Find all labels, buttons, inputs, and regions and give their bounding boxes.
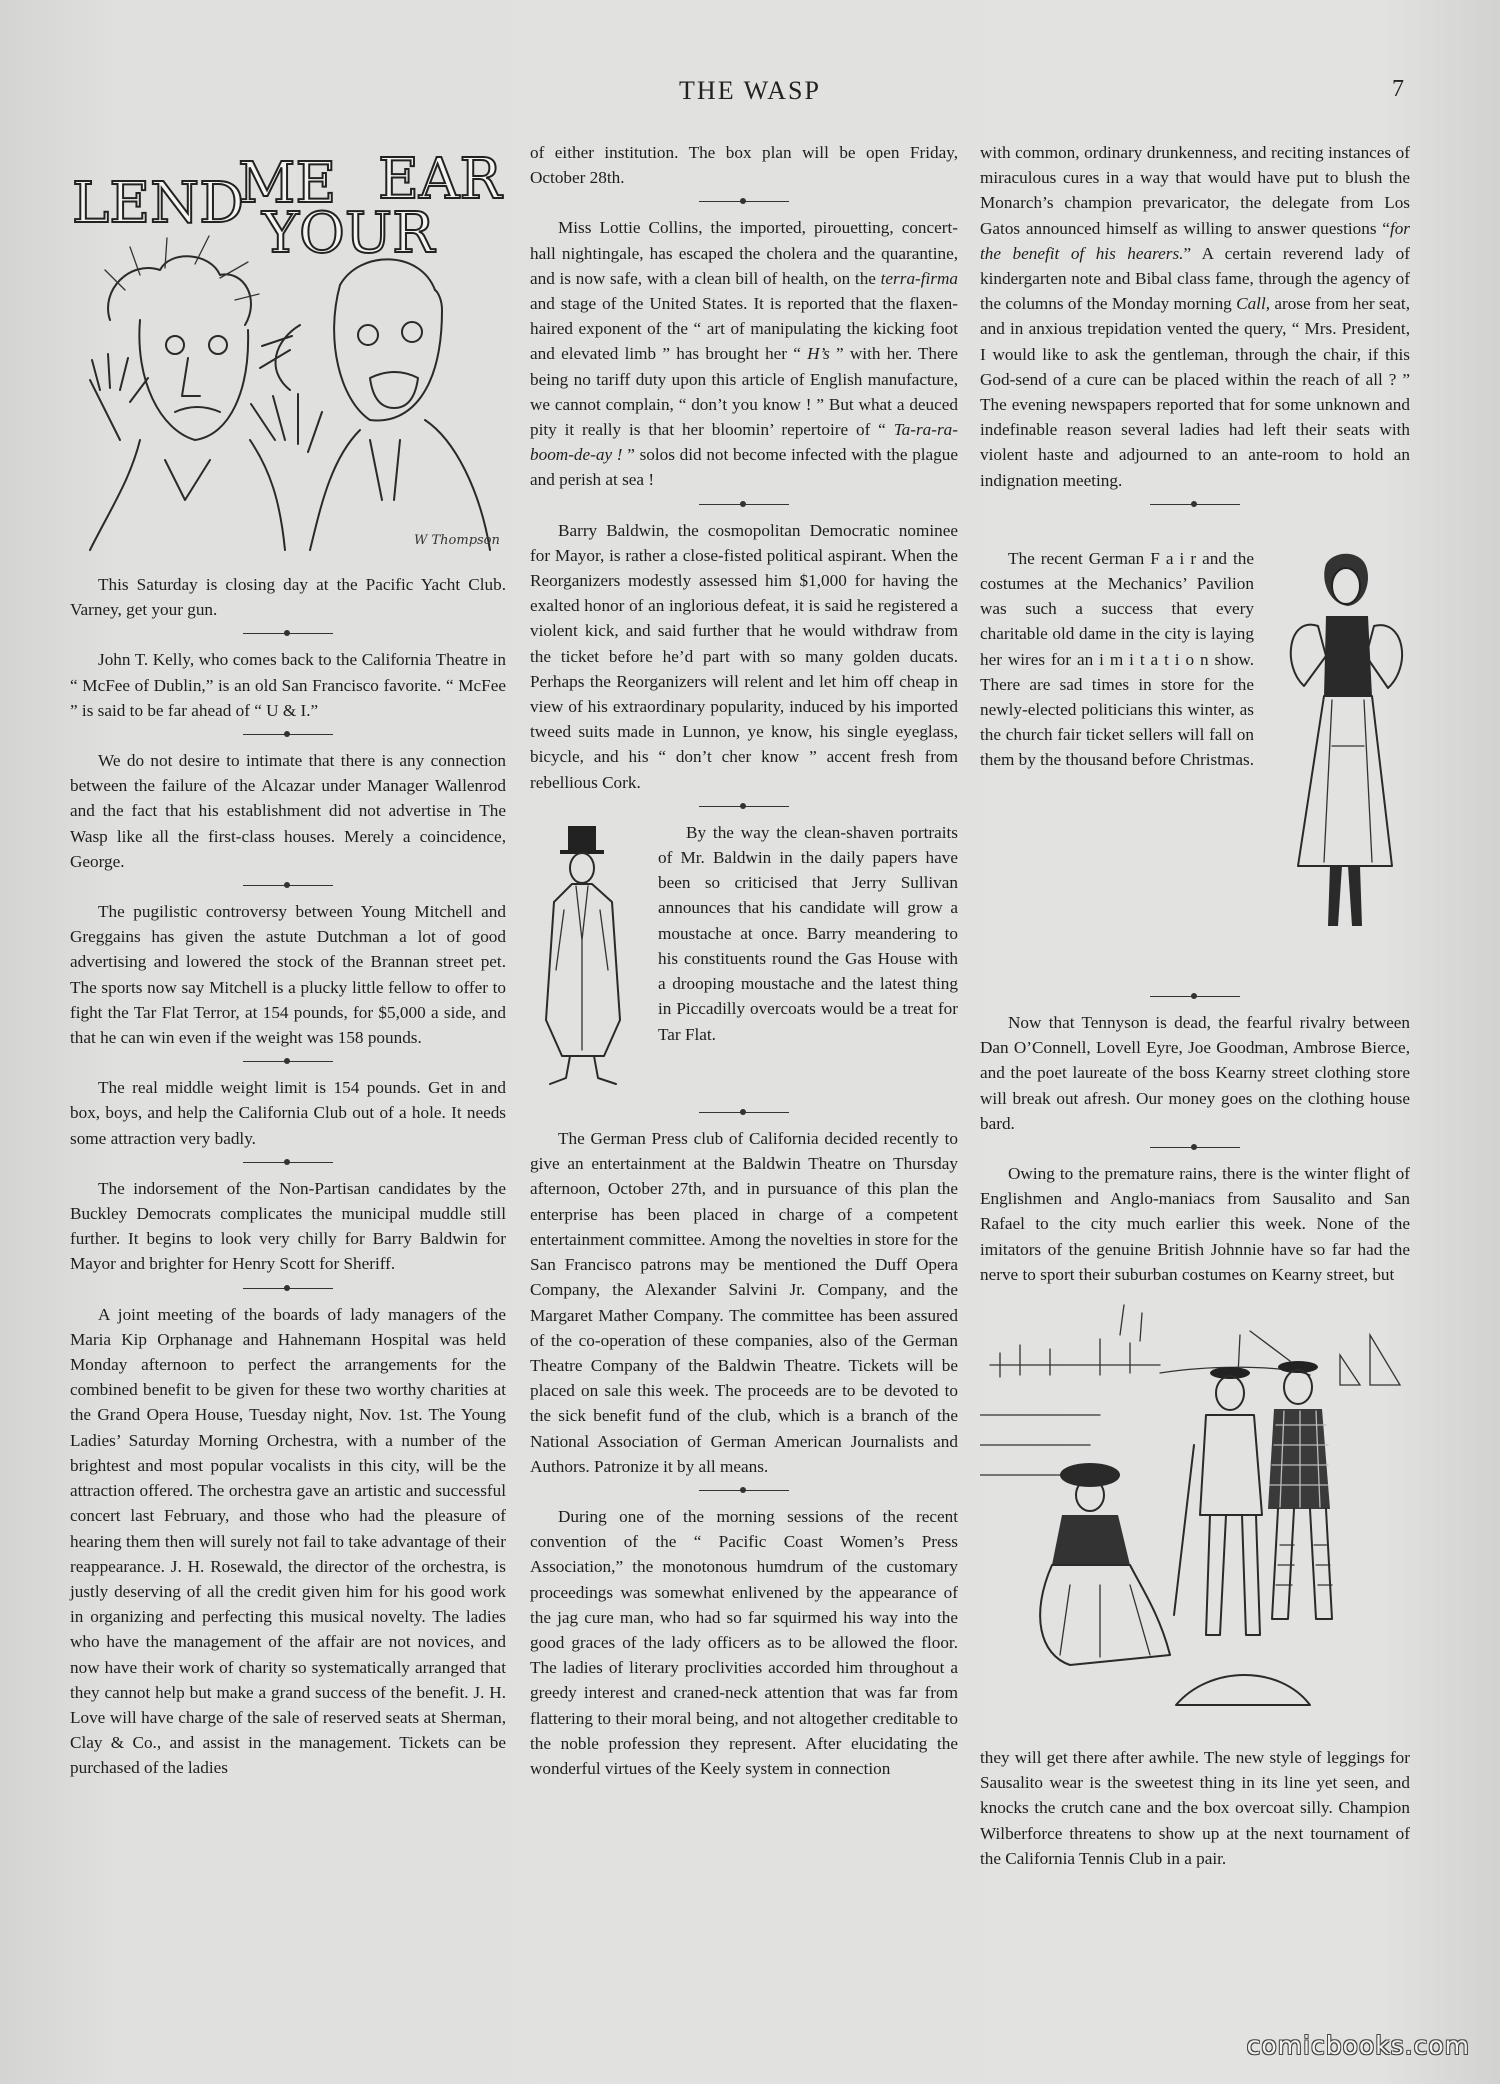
col1-para-yacht-club: This Saturday is closing day at the Pacific Yacht Club. Varney, get your gun. (70, 575, 506, 620)
baldwin-figure-illustration (524, 820, 642, 1097)
section-divider (243, 1162, 333, 1163)
right-man-shirt (310, 420, 490, 550)
man1-coat (1200, 1415, 1262, 1515)
legs (550, 1056, 616, 1084)
section-divider (699, 504, 789, 505)
section-divider (243, 1288, 333, 1289)
column-1 (70, 140, 506, 2020)
section-divider (1150, 996, 1240, 997)
right-man-open-mouth (370, 372, 418, 408)
woman-skirt (1040, 1565, 1170, 1665)
column-2 (530, 140, 958, 2020)
right-man-face (334, 285, 442, 420)
left-man-nose (182, 358, 200, 396)
section-divider (243, 885, 333, 886)
man1-hat (1210, 1367, 1250, 1379)
harbor-buildings (990, 1339, 1160, 1377)
headline-word-me: ME (238, 151, 337, 216)
section-divider (1150, 504, 1240, 505)
lady-in-apron-svg (1268, 546, 1418, 946)
page-number: 7 (1392, 76, 1404, 102)
sausalito-scene-svg (980, 1295, 1410, 1735)
right-man-raised-hand (251, 394, 322, 452)
text-run: and stage of the United States. It is reported that the flaxen-haired exponent of the “ art of manipulating the kicking foot and elevated limb ” has brought her “ (530, 294, 958, 364)
spacer (980, 957, 1410, 985)
top-hat-man-svg (524, 820, 642, 1090)
col2-para-barry-baldwin: Barry Baldwin, the cosmopolitan Democratic nominee for Mayor, is rather a close-fisted political aspirant. When the Reorganizers modestly assessed him $1,000 for having the exalted honor of an inglorious defeat, it is said he registered a violent kick, and said further that he would withdraw from the ticket before he’d part with so many golden ducats. Perhaps the Reorganizers will relent and let him off cheap in view of his extraordinary popularity, induced by his imported tweed suits made in Lunnon, ye know, his single eyeglass, bicycle, and his “ don’t cher know ” accent fresh from rebellious Cork. (530, 520, 958, 792)
left-man-hair (108, 256, 251, 325)
man1-face (1216, 1376, 1244, 1410)
left-man-raised-hand (90, 354, 148, 440)
leggings-stripes (1276, 1545, 1332, 1585)
watermark: comicbooks.com (1246, 2031, 1470, 2060)
col2-para-german-press: The German Press club of California decided recently to give an entertainment at the Baldwin Theatre on Thursday afternoon, October 27th, and in pursuance of this plan the enterprise has been placed in charge of a competent entertainment committee. Among the novelties in store for the San Francisco patrons may be mentioned the Duff Opera Company, the Alexander Salvini Jr. Company, and the Margaret Mather Company. The committee has been assured of the co-operation of these companies, also of the German Theatre Company of the Baldwin Theatre. Tickets will be placed on sale this week. The proceeds are to be devoted to the sick benefit fund of the club, which is a branch of the National Association of German American Journalists and Authors. Patronize it by all means. (530, 1129, 958, 1476)
lend-me-your-ear-illustration (70, 140, 506, 560)
left-man-eye (166, 336, 184, 354)
man2-checked-coat (1268, 1409, 1330, 1509)
col3-para-leggings: they will get there after awhile. The new style of leggings for Sausalito wear is the sweetest thing in its line yet seen, and knocks the crutch cane and the box overcoat silly. Champion Wilberforce threatens to show up at the next tournament of the California Tennis Club in a pair. (980, 1748, 1410, 1868)
right-man-eye (358, 325, 378, 345)
text-run: ” A certain reverend lady of kindergarten note and Bibal class fame, through the agency of the columns of the Monday morning (980, 243, 1411, 314)
woman-jacket (1052, 1515, 1130, 1565)
coat-details (556, 886, 608, 1050)
artist-signature: W Thompson (414, 533, 500, 548)
italic-text: Ta-ra-ra-boom-de-ay ! (530, 420, 958, 465)
col1-para-pugilistic: The pugilistic controversy between Young Mitchell and Greggains has given the astute Dutchman a lot of good advertising and lowered the stock of the Brannan street pet. The sports now say Mitchell is a plucky little fellow to offer to fight the Tar Flat Terror, at 154 pounds, for $5,000 a side, and that he can win even if the weight was 158 pounds. (70, 902, 506, 1048)
woman-hat (1060, 1463, 1120, 1487)
rock-foreground (1176, 1675, 1310, 1705)
right-man-hand-pulling-ear (260, 325, 300, 390)
column-3 (980, 140, 1410, 2020)
left-man-mouth (175, 407, 220, 412)
col3-para-tennyson: Now that Tennyson is dead, the fearful rivalry between Dan O’Connell, Lovell Eyre, Joe Goodman, Ambrose Bierce, and the poet laureate of the boss Kearny street clothing store will break out afresh. Our money goes on the clothing house bard. (980, 1013, 1410, 1133)
top-hat (568, 826, 596, 852)
section-divider (243, 1061, 333, 1062)
col3-para-jag-cure (980, 140, 1410, 493)
headline-word-lend: LEND (72, 171, 244, 236)
man1-legs (1206, 1515, 1260, 1635)
headline-cartoon-svg (70, 140, 506, 560)
left-man-face (139, 320, 248, 440)
section-divider (243, 633, 333, 634)
col2-para-moustache: By the way the clean-shaven portraits of Mr. Baldwin in the daily papers have been so criticised that Jerry Sullivan announces that his candidate will grow a moustache at once. Barry meandering to his constituents round the Gas House with a drooping moustache and the latest thing in Piccadilly overcoats would be a treat for Tar Flat. (658, 822, 958, 1044)
right-puff-sleeve (1366, 625, 1402, 688)
long-overcoat (546, 884, 620, 1056)
left-man-eye-2 (209, 336, 227, 354)
section-divider (699, 806, 789, 807)
boots (1328, 866, 1362, 926)
col1-para-non-partisan: The indorsement of the Non-Partisan candidates by the Buckley Democrats complicates the municipal muddle still further. It begins to look very chilly for Barry Baldwin for Mayor and brighter for Henry Scott for Sheriff. (70, 1178, 506, 1274)
man2-face (1284, 1370, 1312, 1404)
text-run: Miss Lottie Collins, the imported, pirouetting, concert-hall nightingale, has escaped the cholera and the quarantine, and is now safe, with a clean bill of health, on the (530, 218, 958, 288)
head (570, 853, 594, 883)
man1-cane (1174, 1445, 1194, 1615)
section-divider (1150, 1147, 1240, 1148)
man2-legs (1272, 1509, 1332, 1619)
apron (1324, 700, 1372, 862)
skirt-folds (1060, 1585, 1150, 1657)
sausalito-scene-illustration (980, 1295, 1410, 1735)
left-man-shirt (90, 440, 285, 550)
bodice (1324, 616, 1372, 696)
section-divider (699, 1112, 789, 1113)
fair-lady-illustration (1268, 546, 1418, 953)
section-divider (699, 201, 789, 202)
text-run: ” with her. There being no tariff duty upon this article of English manufacture, we cannot complain, “ don’t you know ! ” But what a deuced pity it really is that her bloomin’ repertoire of “ (530, 344, 958, 440)
col2-para-press-association: During one of the morning sessions of the recent convention of the “ Pacific Coast Women’s Press Association,” the monotonous humdrum of the customary proceedings was somewhat enlivened by the appearance of the jag cure man, who had so far squirmed his way into the good graces of the lady officers as to be allowed the floor. The ladies of literary proclivities accorded him throughout a greedy interest and craned-neck attention that was far from flattering to their moral being, and not altogether creditable to the noble profession they represent. After elucidating the wonderful virtues of the Keely system in connection (530, 1506, 958, 1778)
left-puff-sleeve (1291, 625, 1326, 686)
italic-text: Call, (1236, 294, 1271, 314)
italic-text: for the benefit of his hearers. (980, 218, 1410, 263)
col1-para-middle-weight: The real middle weight limit is 154 pounds. Get in and box, boys, and help the California Club out of a hole. It needs some attraction very badly. (70, 1078, 506, 1148)
spacer (980, 518, 1410, 546)
man2-hat (1278, 1361, 1318, 1373)
col2-para-box-plan: of either institution. The box plan will be open Friday, October 28th. (530, 143, 958, 188)
headline-word-ear: EAR (378, 147, 502, 212)
col2-para-lottie-collins (530, 215, 958, 492)
italic-text: terra-firma (880, 268, 958, 288)
headline-word-your: YOUR (262, 201, 435, 266)
col1-para-kelly: John T. Kelly, who comes back to the California Theatre in “ McFee of Dublin,” is an old San Francisco favorite. “ McFee ” is said to be far ahead of “ U & I.” (70, 650, 506, 720)
skirt (1298, 696, 1392, 866)
left-man-hair-spikes (105, 236, 259, 300)
italic-text: H’s (807, 344, 830, 364)
col3-para-englishmen: Owing to the premature rains, there is the winter flight of Englishmen and Anglo-maniacs from Sausalito and San Rafael to the city much earlier this week. None of the imitators of the genuine British Johnnie have so far had the nerve to sport their suburban costumes on Kearny street, but (980, 1164, 1410, 1284)
running-title: THE WASP (679, 76, 821, 105)
face (1332, 568, 1360, 604)
right-man-eye-2 (402, 322, 422, 342)
col3-para-german-fair: The recent German F a i r and the costumes at the Mechanics’ Pavilion was such a success that every charitable old dame in the city is laying her wires for an i m i t a t i o n show. There are sad times in store for the newly-elected politicians this winter, as the church fair ticket sellers will fall on them by the thousand before Christmas. (980, 548, 1254, 770)
text-run: with common, ordinary drunkenness, and reciting instances of miraculous cures in a way that would have put to blush the Monarch’s champion prevaricator, the delegate from Los Gatos announced himself as willing to answer questions “ (980, 143, 1410, 238)
col1-para-alcazar: We do not desire to intimate that there is any connection between the failure of the Alcazar under Manager Wallenrod and the fact that his establishment did not advertise in The Wasp like all the first-class houses. Merely a coincidence, George. (70, 751, 506, 871)
section-divider (243, 734, 333, 735)
text-run: ” solos did not become infected with the plague and perish at sea ! (530, 445, 959, 490)
col1-para-joint-meeting: A joint meeting of the boards of lady managers of the Maria Kip Orphanage and Hahnemann Hospital was held Monday afternoon to perfect the arrangements for the combined benefit to be given for these two worthy charities at the Grand Opera House, Tuesday night, Nov. 1st. The Young Ladies’ Saturday Morning Orchestra, with a number of the brightest and most popular vocalists in this city, will be the attraction offered. The orchestra gave an artistic and successful concert last February, and those who had the pleasure of hearing them then will surely not fail to take advantage of their reappearance. J. H. Rosewald, the director of the orchestra, is justly deserving of all the credit given him for his good work in organizing and perfecting this musical novelty. The ladies who have the management of the affair are not novices, and now have their work of charity so systematically arranged that they cannot help but make a grand success of the benefit. J. H. Love will have charge of the sale of reserved seats at Sherman, Clay & Co., and assist in the management. Tickets can be purchased of the ladies (70, 1304, 506, 1778)
section-divider (699, 1490, 789, 1491)
text-run: arose from her seat, and in anxious trepidation vented the query, “ Mrs. President, I would like to ask the gentleman, through the chair, if this God-send of a cure can be placed within the reach of all ? ” The evening newspapers reported that for some unknown and indefinable reason several ladies had left their seats with violent haste and adjourned to an ante-room to hold an indignation meeting. (980, 294, 1411, 490)
